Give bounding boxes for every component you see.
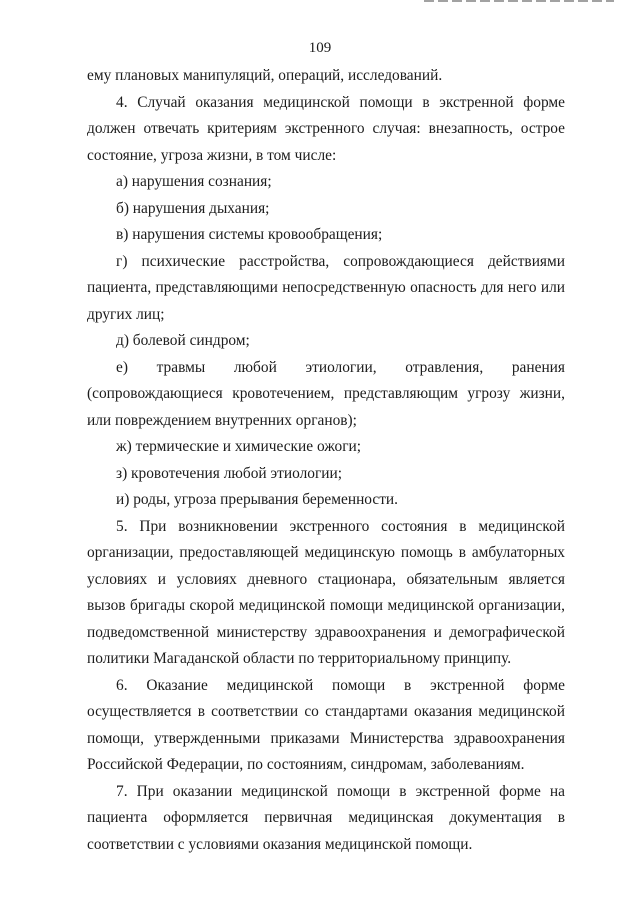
paragraph-continuation: ему плановых манипуляций, операций, исследований. bbox=[87, 67, 443, 84]
list-item-v: в) нарушения системы кровообращения; bbox=[116, 226, 383, 243]
list-item-zh: ж) термические и химические ожоги; bbox=[116, 438, 362, 455]
list-item-d: д) болевой синдром; bbox=[116, 332, 250, 349]
list-item-b: б) нарушения дыхания; bbox=[116, 199, 270, 217]
paragraph-item-7: 7. При оказании медицинской помощи в экстренной форме на пациента оформляется первичная медицинская документация в соответствии с условиями оказания медицинской помощи. bbox=[87, 782, 565, 853]
list-item-a: а) нарушения сознания; bbox=[116, 173, 272, 190]
document-body bbox=[87, 63, 565, 858]
scan-artifact-line bbox=[424, 0, 614, 2]
paragraph-item-5: 5. При возникновении экстренного состояния в медицинской организации, предоставляющей медицинскую помощь в амбулаторных условиях и условиях дневного стационара, обязательным является вызов бригады скорой медицинской помощи медицинской организации, подведомственной министерству здравоохранения и демографической политики Магаданской области по территориальному принципу. bbox=[87, 517, 565, 667]
page-number: 109 bbox=[308, 40, 332, 56]
list-item-g: г) психические расстройства, сопровождающиеся действиями пациента, представляющими непосредственную опасность для него или других лиц; bbox=[87, 252, 565, 323]
list-item-e: е) травмы любой этиологии, отравления, ранения (сопровождающиеся кровотечением, представляющим угрозу жизни, или повреждением внутренних органов); bbox=[87, 358, 565, 429]
paragraph-item-6: 6. Оказание медицинской помощи в экстренной форме осуществляется в соответствии со стандартами оказания медицинской помощи, утвержденными приказами Министерства здравоохранения Российской Федерации, по состояниям, синдромам, заболеваниям. bbox=[87, 676, 565, 773]
paragraph-item-4: 4. Случай оказания медицинской помощи в экстренной форме должен отвечать критериям экстренного случая: внезапность, острое состояние, угроза жизни, в том числе: bbox=[87, 93, 565, 164]
list-item-i: и) роды, угроза прерывания беременности. bbox=[116, 491, 399, 508]
list-item-z: з) кровотечения любой этиологии; bbox=[116, 464, 343, 482]
